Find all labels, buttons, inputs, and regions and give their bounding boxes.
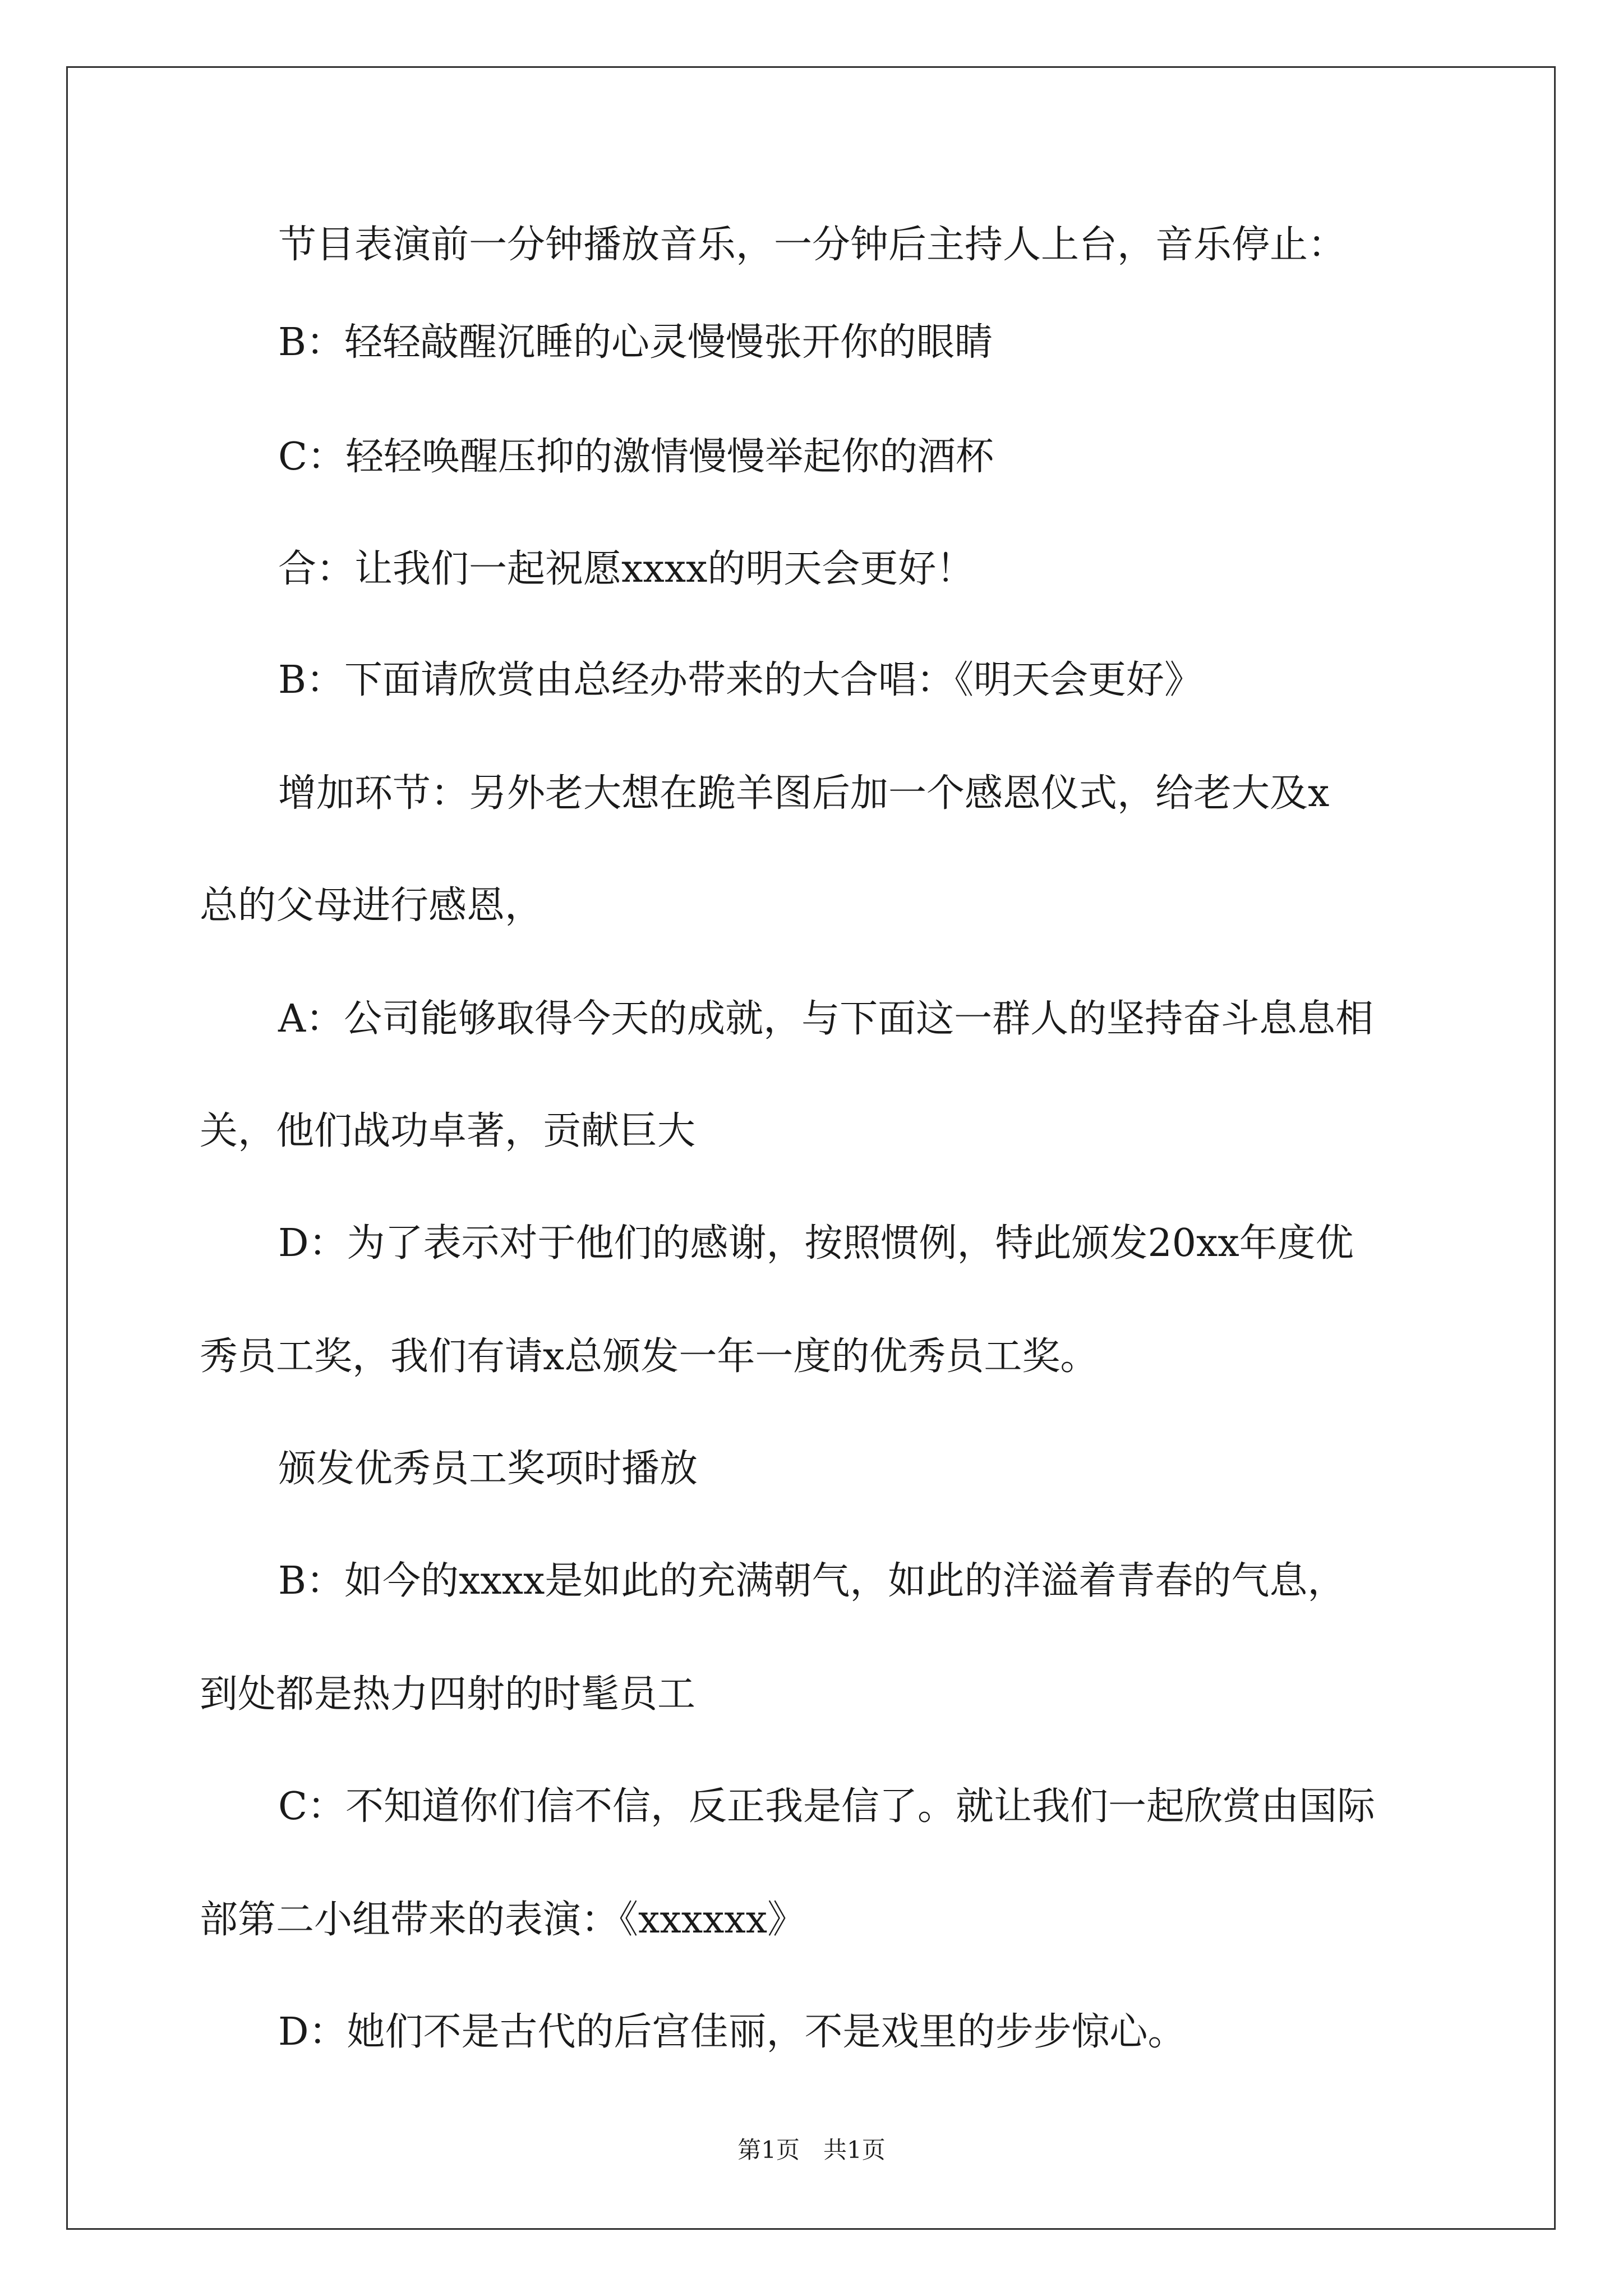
paragraph-line: 合：让我们一起祝愿xxxx的明天会更好！ (278, 547, 975, 591)
paragraph-line: B：轻轻敲醒沉睡的心灵慢慢张开你的眼睛 (278, 320, 993, 365)
page-number-footer: 第1页 共1页 (737, 2136, 886, 2164)
paragraph-line: 关，他们战功卓著，贡献巨大 (200, 1109, 696, 1153)
paragraph-line: D：为了表示对于他们的感谢，按照惯例，特此颁发20xx年度优 (278, 1221, 1354, 1266)
paragraph-line: 秀员工奖，我们有请x总颁发一年一度的优秀员工奖。 (200, 1335, 1099, 1379)
paragraph-line: B：如今的xxxx是如此的充满朝气，如此的洋溢着青春的气息， (278, 1559, 1346, 1603)
paragraph-line: A：公司能够取得今天的成就，与下面这一群人的坚持奋斗息息相 (278, 997, 1374, 1041)
paragraph-line: C：轻轻唤醒压抑的激情慢慢举起你的酒杯 (278, 435, 994, 479)
paragraph-line: C：不知道你们信不信，反正我是信了。就让我们一起欣赏由国际 (278, 1784, 1376, 1829)
paragraph-line: D：她们不是古代的后宫佳丽，不是戏里的步步惊心。 (278, 2010, 1186, 2054)
paragraph-line: 节目表演前一分钟播放音乐，一分钟后主持人上台，音乐停止： (278, 223, 1347, 267)
paragraph-line: 增加环节：另外老大想在跪羊图后加一个感恩仪式，给老大及x (278, 771, 1330, 816)
paragraph-line: 到处都是热力四射的时髦员工 (200, 1672, 696, 1717)
paragraph-line: B：下面请欣赏由总经办带来的大合唱：《明天会更好》 (278, 658, 1202, 702)
paragraph-line: 部第二小组带来的表演：《xxxxxx》 (200, 1898, 806, 1942)
paragraph-line: 颁发优秀员工奖项时播放 (278, 1447, 698, 1491)
paragraph-line: 总的父母进行感恩， (200, 884, 543, 928)
